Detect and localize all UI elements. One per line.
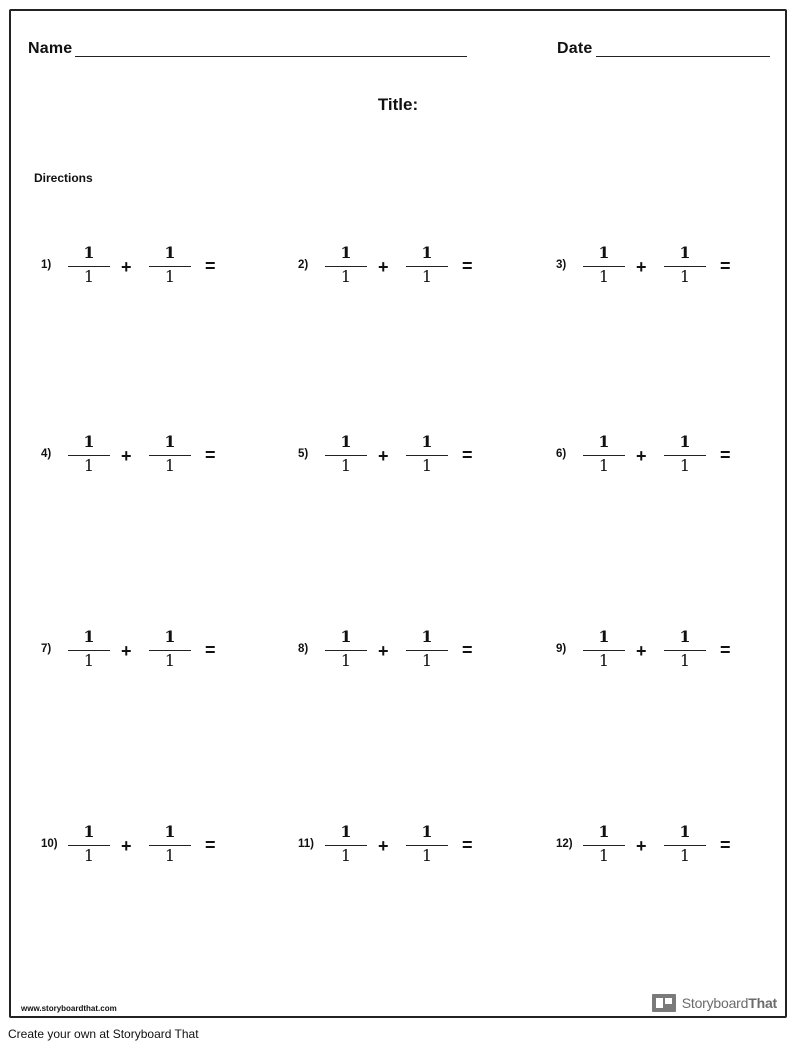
name-field-line[interactable] [75,56,467,57]
fraction-b [149,627,191,675]
problem-number: 3) [556,259,567,271]
problem-11 [298,822,518,870]
problem-number: 10) [41,838,58,850]
fraction-b-numerator: 1 [679,243,691,262]
fraction-a-denominator: 1 [340,267,352,286]
fraction-a [68,627,110,675]
problem-12 [556,822,776,870]
storyboardthat-logo [652,994,777,1012]
plus-sign: + [636,446,647,466]
date-label: Date [557,40,593,57]
equals-sign: = [462,835,473,855]
fraction-a-denominator: 1 [598,267,610,286]
problem-number: 12) [556,838,573,850]
fraction-b-denominator: 1 [679,651,691,670]
fraction-a-numerator: 1 [598,822,610,841]
fraction-a-denominator: 1 [83,456,95,475]
problem-number: 1) [41,259,52,271]
problem-8 [298,627,518,675]
fraction-a-numerator: 1 [598,432,610,451]
plus-sign: + [636,641,647,661]
fraction-a-denominator: 1 [83,846,95,865]
problem-number: 11) [298,838,314,850]
fraction-b-denominator: 1 [164,846,176,865]
fraction-b [406,822,448,870]
plus-sign: + [636,836,647,856]
brand-text-light: Storyboard [681,995,749,1011]
fraction-b-numerator: 1 [679,822,691,841]
problem-9 [556,627,776,675]
title-label: Title: [377,95,419,114]
problem-number: 9) [556,643,567,655]
fraction-a-denominator: 1 [598,846,610,865]
equals-sign: = [720,640,731,660]
fraction-b-denominator: 1 [679,267,691,286]
worksheet-page [9,9,787,1018]
create-your-own-link[interactable]: Create your own at Storyboard That [8,1027,199,1041]
fraction-a-denominator: 1 [83,651,95,670]
fraction-a [325,432,367,480]
equals-sign: = [720,835,731,855]
plus-sign: + [378,257,389,277]
fraction-a-numerator: 1 [340,243,352,262]
fraction-b-denominator: 1 [421,846,433,865]
fraction-a-numerator: 1 [83,627,95,646]
problem-number: 4) [41,448,52,460]
brand-text [682,995,777,1011]
problem-7 [41,627,261,675]
date-field-line[interactable] [596,56,770,57]
plus-sign: + [121,641,132,661]
fraction-b [149,822,191,870]
problem-number: 8) [298,643,309,655]
plus-sign: + [378,641,389,661]
brand-text-bold: That [748,995,777,1011]
fraction-a [68,822,110,870]
fraction-a-numerator: 1 [83,432,95,451]
fraction-a [325,627,367,675]
problem-5 [298,432,518,480]
problem-10 [41,822,261,870]
fraction-b [149,243,191,291]
problem-4 [41,432,261,480]
fraction-a-denominator: 1 [83,267,95,286]
equals-sign: = [205,256,216,276]
equals-sign: = [720,256,731,276]
fraction-b [149,432,191,480]
equals-sign: = [720,445,731,465]
problem-number: 2) [298,259,309,271]
problem-3 [556,243,776,291]
problem-2 [298,243,518,291]
fraction-b-numerator: 1 [679,432,691,451]
plus-sign: + [378,836,389,856]
equals-sign: = [462,445,473,465]
directions-label: Directions [34,171,93,185]
fraction-b-numerator: 1 [164,822,176,841]
fraction-b-numerator: 1 [421,822,433,841]
fraction-b [664,432,706,480]
equals-sign: = [462,640,473,660]
equals-sign: = [205,445,216,465]
fraction-a-denominator: 1 [598,456,610,475]
fraction-b [664,627,706,675]
fraction-a-numerator: 1 [83,822,95,841]
fraction-a [583,627,625,675]
fraction-b [406,627,448,675]
problem-number: 5) [298,448,309,460]
equals-sign: = [462,256,473,276]
fraction-a [583,243,625,291]
fraction-b-denominator: 1 [679,846,691,865]
fraction-b [406,432,448,480]
fraction-b-denominator: 1 [421,456,433,475]
fraction-b-numerator: 1 [421,627,433,646]
footer-url: www.storyboardthat.com [21,1004,117,1013]
problem-1 [41,243,261,291]
fraction-b-denominator: 1 [679,456,691,475]
plus-sign: + [636,257,647,277]
fraction-a-denominator: 1 [340,651,352,670]
fraction-a [325,822,367,870]
storyboard-logo-icon [652,994,676,1012]
fraction-b-numerator: 1 [164,432,176,451]
fraction-b-numerator: 1 [421,243,433,262]
fraction-a-numerator: 1 [598,243,610,262]
fraction-a-numerator: 1 [340,627,352,646]
problem-number: 6) [556,448,567,460]
fraction-b-numerator: 1 [164,627,176,646]
equals-sign: = [205,640,216,660]
plus-sign: + [121,836,132,856]
fraction-b [664,243,706,291]
equals-sign: = [205,835,216,855]
fraction-a [583,432,625,480]
fraction-a-numerator: 1 [598,627,610,646]
name-label: Name [28,40,73,57]
fraction-a [583,822,625,870]
fraction-b-numerator: 1 [421,432,433,451]
fraction-a-denominator: 1 [340,456,352,475]
fraction-b [406,243,448,291]
fraction-a-denominator: 1 [598,651,610,670]
plus-sign: + [121,257,132,277]
fraction-b-denominator: 1 [164,651,176,670]
fraction-b-numerator: 1 [679,627,691,646]
fraction-b-denominator: 1 [421,267,433,286]
problem-6 [556,432,776,480]
problem-number: 7) [41,643,52,655]
fraction-b-denominator: 1 [164,456,176,475]
fraction-a [325,243,367,291]
plus-sign: + [121,446,132,466]
fraction-b-denominator: 1 [421,651,433,670]
fraction-a-denominator: 1 [340,846,352,865]
plus-sign: + [378,446,389,466]
fraction-b-numerator: 1 [164,243,176,262]
fraction-a-numerator: 1 [340,822,352,841]
fraction-a-numerator: 1 [340,432,352,451]
fraction-a-numerator: 1 [83,243,95,262]
fraction-a [68,243,110,291]
fraction-b-denominator: 1 [164,267,176,286]
fraction-a [68,432,110,480]
fraction-b [664,822,706,870]
